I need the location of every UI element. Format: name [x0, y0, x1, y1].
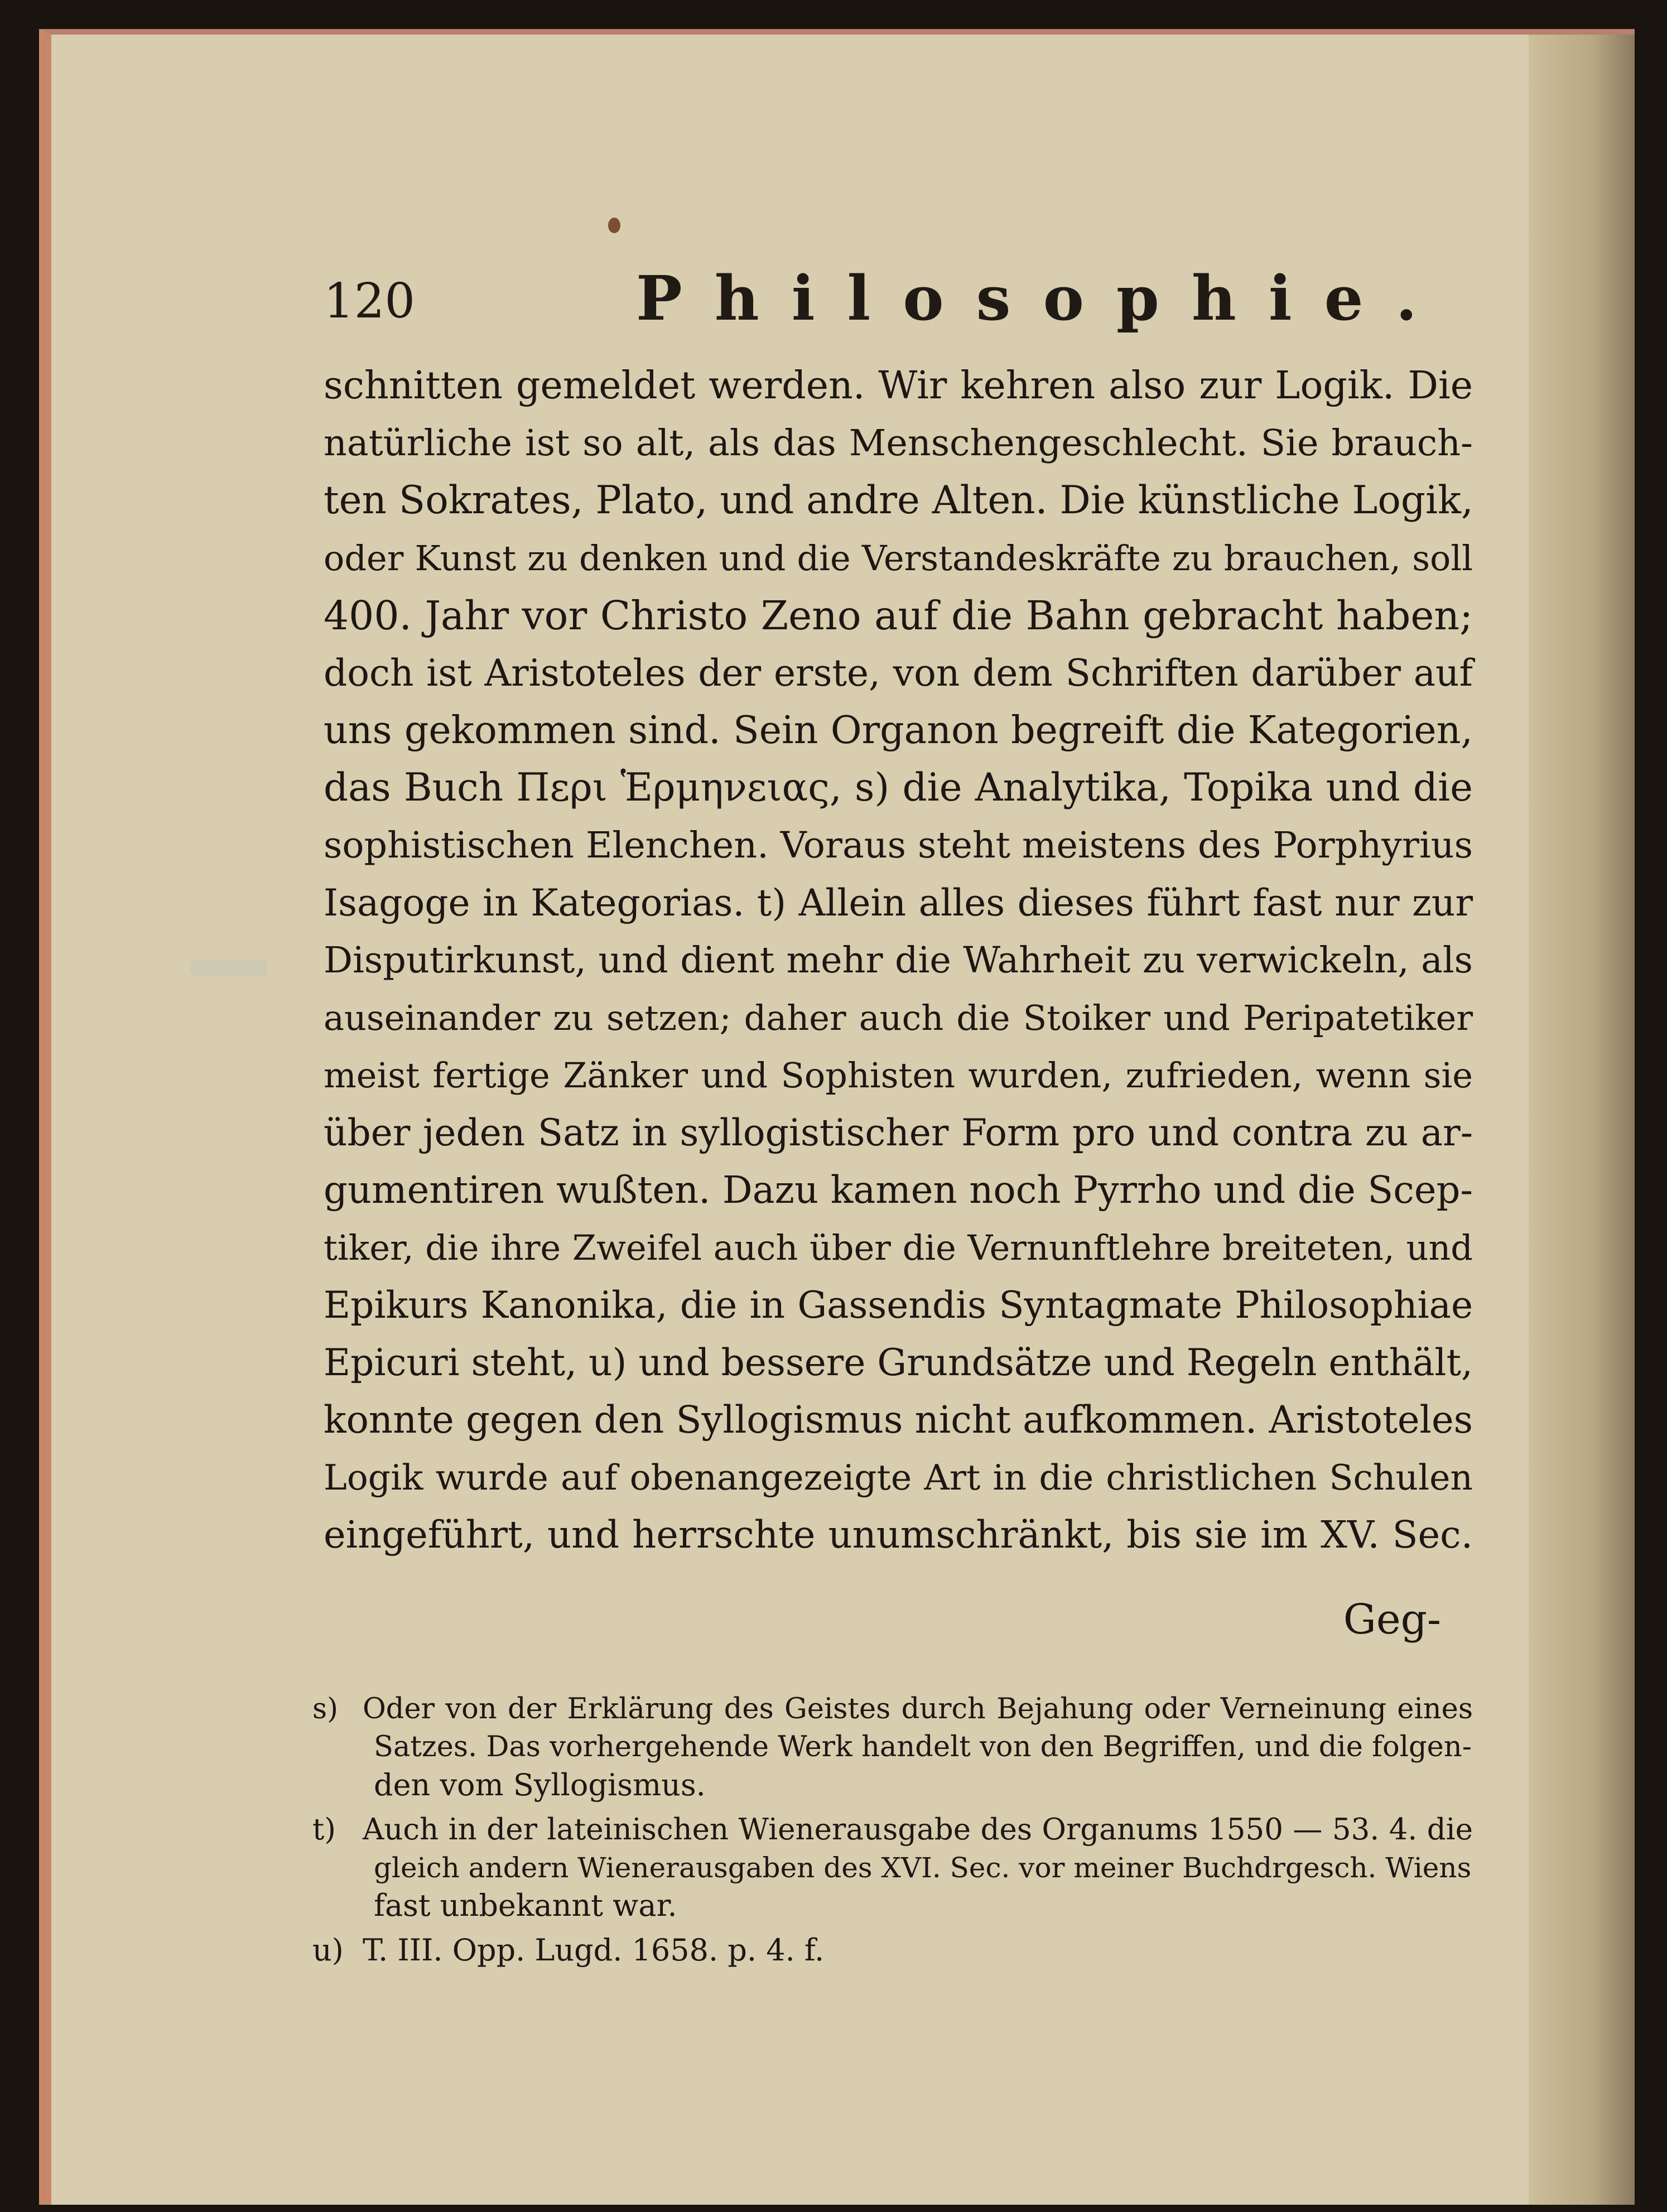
footnote-s [312, 1690, 1473, 1804]
text-line: auseinander zu setzen; daher auch die Stoiker und Peripatetiker [324, 997, 1473, 1038]
text-line: oder Kunst zu denken und die Verstandeskräfte zu brauchen, soll [324, 538, 1473, 579]
footnotes [312, 1690, 1473, 1969]
text-line: 400. Jahr vor Christo Zeno auf die Bahn gebracht haben; [324, 592, 1473, 639]
text-line: Logik wurde auf obenangezeigte Art in die christlichen Schulen [324, 1457, 1473, 1498]
footnote-mark: u) [312, 1933, 344, 1968]
body-text [324, 357, 1473, 1564]
footnote-text: fast unbekannt war. [374, 1888, 677, 1923]
text-line: Epikurs Kanonika, die in Gassendis Syntagmate Philosophiae [324, 1284, 1473, 1327]
page-header [285, 257, 1455, 334]
footnote-text: T. III. Opp. Lugd. 1658. p. 4. f. [363, 1933, 825, 1968]
catchword: Geg- [1343, 1596, 1441, 1644]
text-line: Epicuri steht, u) und bessere Grundsätze und Regeln enthält, [324, 1341, 1473, 1384]
footnote-text: Satzes. Das vorhergehende Werk handelt von den Begriffen, und die folgen- [374, 1731, 1472, 1763]
footnote-text: gleich andern Wienerausgaben des XVI. Sec. vor meiner Buchdrgesch. Wiens [374, 1852, 1472, 1884]
footnote-mark: t) [312, 1813, 336, 1847]
text-line: über jeden Satz in syllogistischer Form pro und contra zu ar- [324, 1111, 1473, 1154]
text-line: Disputirkunst, und dient mehr die Wahrheit zu verwickeln, als [324, 939, 1473, 981]
text-line: uns gekommen sind. Sein Organon begreift die Kategorien, [324, 709, 1473, 753]
text-line: schnitten gemeldet werden. Wir kehren also zur Logik. Die [324, 364, 1473, 408]
footnote-mark: s) [312, 1693, 339, 1726]
footnote-t [312, 1811, 1473, 1925]
running-title: Philosophie. [636, 262, 1449, 334]
footnote-text: Oder von der Erklärung des Geistes durch Bejahung oder Verneinung eines [363, 1693, 1473, 1726]
text-line: konnte gegen den Syllogismus nicht aufkommen. Aristoteles [324, 1398, 1473, 1442]
text-line: meist fertige Zänker und Sophisten wurden, zufrieden, wenn sie [324, 1055, 1473, 1096]
paper-stain [190, 960, 268, 976]
text-line: Isagoge in Kategorias. t) Allein alles dieses führt fast nur zur [324, 881, 1473, 924]
footnote-u [312, 1931, 1473, 1969]
text-line: natürliche ist so alt, als das Menschengeschlecht. Sie brauch- [324, 422, 1473, 464]
page-number: 120 [324, 273, 416, 329]
text-line: doch ist Aristoteles der erste, von dem Schriften darüber auf [324, 652, 1473, 695]
text-line: gumentiren wußten. Dazu kamen noch Pyrrho und die Scep- [324, 1168, 1473, 1212]
text-line: sophistischen Elenchen. Voraus steht meistens des Porphyrius [324, 825, 1473, 866]
text-line: ten Sokrates, Plato, und andre Alten. Die künstliche Logik, [324, 478, 1473, 523]
footnote-text: Auch in der lateinischen Wienerausgabe des Organums 1550 — 53. 4. die [363, 1813, 1473, 1847]
page-gutter [1529, 35, 1635, 2205]
ink-dot [608, 218, 620, 233]
text-line: tiker, die ihre Zweifel auch über die Vernunftlehre breiteten, und [324, 1227, 1473, 1268]
text-line: eingeführt, und herrschte unumschränkt, bis sie im XV. Sec. [324, 1513, 1473, 1556]
footnote-text: den vom Syllogismus. [374, 1767, 706, 1803]
text-line: das Buch Περι Ἑρμηνειας, s) die Analytika, Topika und die [324, 765, 1473, 810]
